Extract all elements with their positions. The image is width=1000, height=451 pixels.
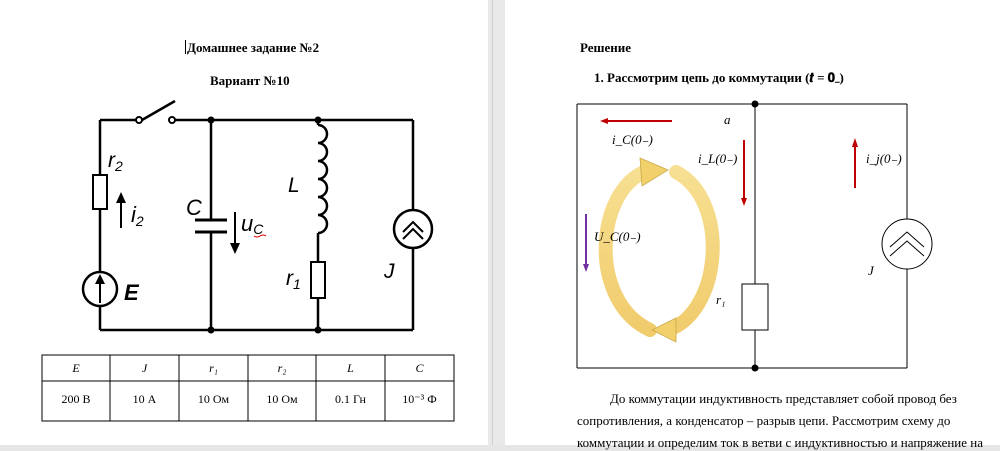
right-page (505, 0, 1000, 445)
solution-heading: Решение (580, 40, 632, 55)
label-Uc: U_C(0₋) (594, 229, 641, 244)
table-header-J: J (141, 361, 148, 375)
paragraph-line-2: сопротивления, а конденсатор – разрыв цепи. Рассмотрим схему до (577, 413, 951, 428)
switch-contact-left (136, 117, 142, 123)
junction-dot (208, 117, 215, 124)
label-J: J (384, 260, 395, 283)
step-1-heading: 1. Рассмотрим цепь до коммутации (𝒕 = 𝟎₋) (594, 70, 844, 85)
label-ij: i_j(0₋) (866, 151, 902, 166)
table-header-r2: r₂ (277, 361, 287, 375)
label-iL: i_L(0₋) (698, 151, 738, 166)
table-value-r2: 10 Ом (266, 392, 298, 406)
table-header-E: E (72, 361, 80, 375)
label-C: C (186, 195, 202, 220)
variant-title: Вариант №10 (210, 73, 290, 88)
label-L: L (288, 174, 300, 197)
label-a: a (724, 112, 731, 127)
table-value-J: 10 А (132, 392, 157, 406)
junction-dot (315, 117, 322, 124)
table-value-L: 0.1 Гн (335, 392, 366, 406)
circuit-wires (100, 101, 413, 330)
i2-arrow-head (116, 192, 126, 203)
table-value-r1: 10 Ом (197, 392, 230, 406)
table-header-L: L (347, 361, 354, 375)
inductor-L (318, 125, 327, 233)
junction-dot (315, 327, 322, 334)
label-r1: r1 (286, 267, 301, 292)
label-uC: uC (241, 211, 264, 237)
switch-contact-right (169, 117, 175, 123)
label-iC: i_C(0₋) (612, 132, 653, 147)
resistor-r1 (311, 262, 325, 298)
label-J-analysis: J (868, 263, 874, 278)
page-gutter (488, 0, 505, 445)
table-value-C: 10⁻³ Ф (402, 392, 437, 406)
circuit-diagram (0, 0, 488, 445)
label-r1-analysis: r₁ (716, 292, 726, 307)
resistor-r2 (93, 175, 107, 209)
paragraph-line-1: До коммутации индуктивность представляет собой провод без (610, 391, 957, 406)
page-edge (492, 0, 493, 445)
table-value-E: 200 В (61, 392, 91, 406)
table-header-C: C (415, 361, 424, 375)
paragraph-line-3: коммутации и определим ток в ветви с индуктивностью и напряжение на (577, 435, 984, 450)
junction-dot (208, 327, 215, 334)
homework-title-text: Домашнее задание №2 (187, 40, 320, 55)
label-i2: i2 (131, 202, 144, 229)
uc-arrow-head (230, 243, 240, 254)
label-r2: r2 (108, 149, 123, 174)
table-header-r1: r₁ (209, 361, 218, 375)
label-E: E (124, 280, 139, 305)
